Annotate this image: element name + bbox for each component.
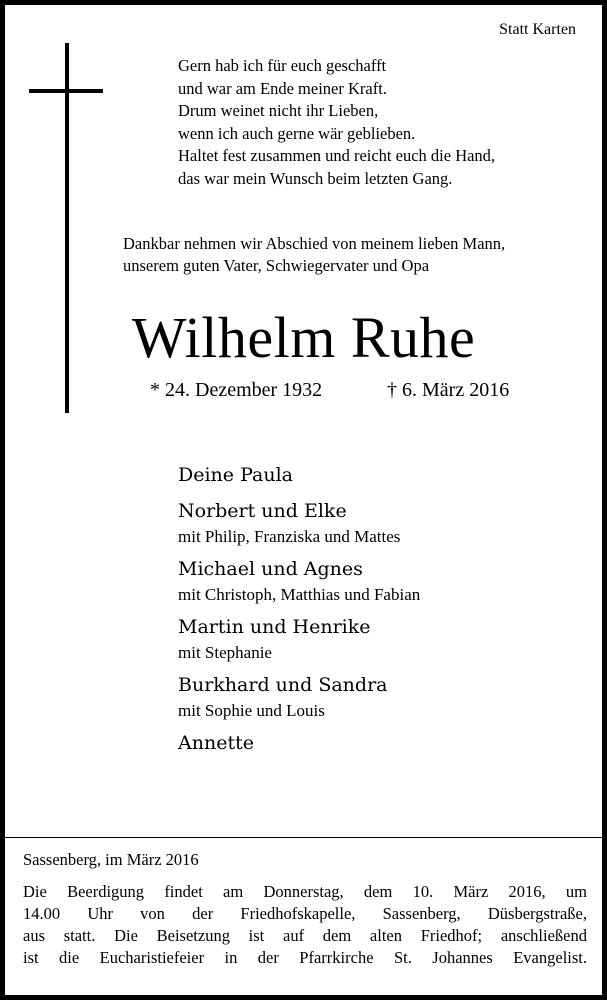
notice-line: aus statt. Die Beisetzung ist auf dem alten Friedhof; anschließend	[23, 926, 587, 945]
mourner-entry	[178, 728, 420, 758]
mourner-name: Burkhard und Sandra	[178, 674, 388, 696]
deceased-name: Wilhelm Ruhe	[131, 305, 476, 370]
mourner-entry	[178, 460, 420, 490]
mourner-name: Deine Paula	[178, 464, 293, 486]
birth-date: * 24. Dezember 1932	[150, 379, 323, 401]
poem-line: und war am Ende meiner Kraft.	[178, 78, 387, 98]
mourner-entry	[178, 612, 420, 664]
mourner-name: Martin und Henrike	[178, 616, 371, 638]
mourner-children: mit Christoph, Matthias und Fabian	[178, 585, 421, 604]
mourner-entry	[178, 554, 420, 606]
mourner-entry	[178, 496, 420, 548]
mourner-name: Annette	[178, 732, 254, 754]
poem-line: Drum weinet nicht ihr Lieben,	[178, 101, 379, 120]
section-divider	[5, 837, 602, 838]
mourner-name: Norbert und Elke	[178, 500, 347, 522]
mourner-children: mit Stephanie	[178, 643, 272, 662]
mourners-list	[178, 460, 420, 764]
mourner-children: mit Philip, Franziska und Mattes	[178, 527, 401, 546]
poem-line: das war mein Wunsch beim letzten Gang.	[178, 168, 453, 188]
poem-line: Haltet fest zusammen und reicht euch die Hand,	[178, 146, 496, 165]
notice-line: ist die Eucharistiefeier in der Pfarrkirche St. Johannes Evangelist.	[23, 948, 587, 967]
notice-line: Die Beerdigung findet am Donnerstag, dem 10. März 2016, um	[23, 882, 587, 901]
poem-line: wenn ich auch gerne wär geblieben.	[178, 123, 416, 143]
intro-text	[123, 233, 505, 277]
intro-line: unserem guten Vater, Schwiegervater und Opa	[123, 256, 430, 275]
place-date: Sassenberg, im März 2016	[23, 850, 199, 869]
mourner-name: Michael und Agnes	[178, 558, 363, 580]
intro-line: Dankbar nehmen wir Abschied von meinem lieben Mann,	[123, 234, 506, 253]
header-note: Statt Karten	[499, 21, 576, 38]
poem	[178, 55, 495, 190]
poem-line: Gern hab ich für euch geschafft	[178, 56, 387, 75]
death-date: † 6. März 2016	[387, 379, 510, 401]
mourner-children: mit Sophie und Louis	[178, 701, 325, 720]
cross-horizontal-bar	[29, 89, 103, 93]
mourner-entry	[178, 670, 420, 722]
notice-line: 14.00 Uhr von der Friedhofskapelle, Sassenberg, Düsbergstraße,	[23, 904, 587, 923]
funeral-notice	[23, 881, 587, 969]
